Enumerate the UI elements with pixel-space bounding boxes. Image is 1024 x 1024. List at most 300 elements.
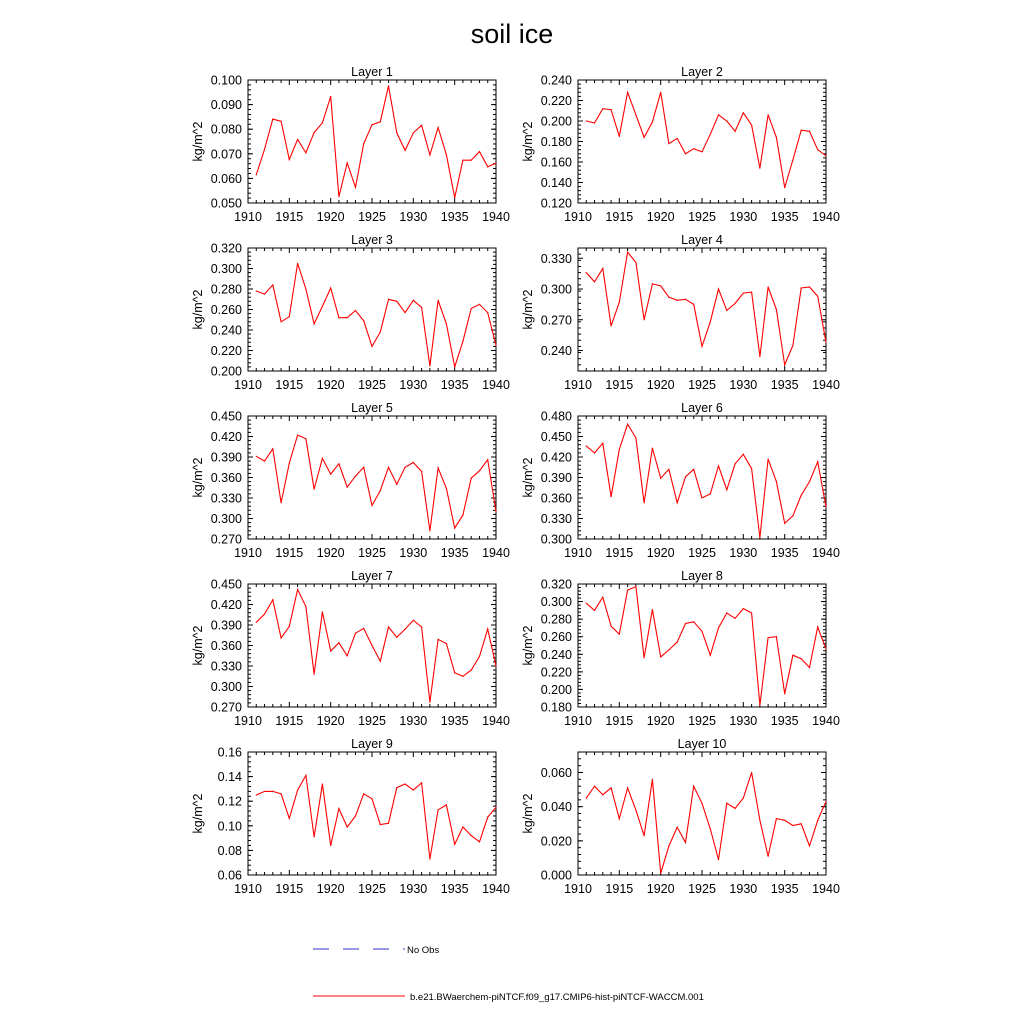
panel-title: Layer 10 [677,737,727,751]
data-point [726,612,727,613]
data-point [610,109,611,110]
x-tick-label: 1935 [770,210,799,224]
data-point [355,187,356,188]
data-point [792,825,793,826]
data-point [413,790,414,791]
panel-layer-3 [191,233,510,392]
data-point [479,470,480,471]
panel-layer-4 [521,233,840,392]
plot-frame [578,584,826,707]
y-tick-label: 0.280 [210,282,242,297]
figure-title: soil ice [470,19,554,49]
y-tick-label: 0.330 [540,512,572,526]
y-tick-label: 0.450 [210,577,242,592]
data-point [380,661,381,662]
data-point [668,143,669,144]
data-point [610,626,611,627]
data-point [297,589,298,590]
data-point [280,793,281,794]
panel-layer-1 [191,65,510,224]
data-point [289,626,290,627]
data-point [446,323,447,324]
y-tick-label: 0.320 [540,577,572,592]
data-point [718,859,719,860]
x-tick-label: 1940 [812,378,840,392]
data-point [619,302,620,303]
plot-frame [578,752,826,875]
y-tick-label: 0.300 [210,262,242,276]
data-point [305,288,306,289]
panel-title: Layer 8 [681,569,723,583]
data-point [627,252,628,253]
series-line-model [256,86,496,198]
y-tick-label: 0.270 [210,700,242,715]
data-point [363,793,364,794]
data-point [338,808,339,809]
y-tick-label: 0.390 [210,618,242,633]
y-tick-label: 0.330 [540,251,572,266]
data-point [495,163,496,164]
data-point [446,804,447,805]
x-tick-label: 1940 [812,210,840,224]
x-tick-label: 1930 [399,378,428,392]
y-tick-label: 0.12 [217,794,242,809]
y-tick-label: 0.180 [540,700,572,715]
data-point [322,122,323,123]
y-tick-label: 0.300 [210,512,242,526]
data-point [710,321,711,322]
legend-label-no-obs: No Obs [407,945,440,956]
data-point [272,284,273,285]
data-point [743,454,744,455]
x-tick-label: 1940 [482,210,510,224]
data-point [602,443,603,444]
data-point [635,809,636,810]
x-tick-label: 1920 [646,714,675,728]
data-point [495,511,496,512]
x-tick-label: 1910 [234,882,262,896]
data-point [355,633,356,634]
data-point [627,787,628,788]
data-point [594,610,595,611]
data-point [586,798,587,799]
data-point [734,131,735,132]
data-point [693,786,694,787]
x-tick-label: 1920 [646,378,675,392]
data-point [619,136,620,137]
panels-group [191,65,840,896]
data-point [619,633,620,634]
x-tick-label: 1910 [564,546,592,560]
panel-layer-2 [521,65,840,224]
data-point [462,826,463,827]
data-point [454,366,455,367]
data-point [289,159,290,160]
data-point [404,467,405,468]
data-point [396,637,397,638]
data-point [371,645,372,646]
data-point [479,841,480,842]
data-point [751,468,752,469]
x-tick-label: 1940 [482,546,510,560]
data-point [817,296,818,297]
x-tick-label: 1925 [688,882,716,896]
plot-frame [578,248,826,371]
x-tick-label: 1915 [605,882,634,896]
data-point [652,609,653,610]
x-tick-label: 1940 [482,378,510,392]
data-point [825,801,826,802]
x-tick-label: 1935 [440,378,469,392]
x-tick-label: 1915 [275,882,304,896]
panel-layer-10 [521,737,840,896]
data-point [404,150,405,151]
data-point [322,611,323,612]
data-point [314,489,315,490]
data-point [272,119,273,120]
series-line-model [586,92,826,187]
data-point [718,627,719,628]
data-point [825,342,826,343]
data-point [256,794,257,795]
data-point [693,621,694,622]
x-tick-label: 1940 [482,714,510,728]
x-tick-label: 1920 [646,546,675,560]
data-point [388,823,389,824]
data-point [619,449,620,450]
panel-title: Layer 3 [351,233,393,247]
data-point [660,478,661,479]
data-point [330,96,331,97]
y-tick-label: 0.420 [210,598,242,612]
data-point [635,114,636,115]
data-point [380,824,381,825]
data-point [429,858,430,859]
plot-frame [248,752,496,875]
data-point [438,467,439,468]
data-point [495,807,496,808]
data-point [305,775,306,776]
data-point [817,626,818,627]
data-point [784,693,785,694]
data-point [610,496,611,497]
data-point [388,467,389,468]
data-point [338,463,339,464]
data-point [413,620,414,621]
x-tick-label: 1925 [358,546,386,560]
y-tick-label: 0.420 [540,450,572,465]
data-point [801,130,802,131]
data-point [801,658,802,659]
data-point [462,341,463,342]
x-tick-label: 1910 [564,210,592,224]
data-point [347,826,348,827]
panel-layer-6 [521,401,840,560]
data-point [289,818,290,819]
data-point [264,294,265,295]
data-point [776,481,777,482]
y-tick-label: 0.270 [540,313,572,328]
data-point [677,641,678,642]
data-point [825,506,826,507]
data-point [677,502,678,503]
data-point [685,623,686,624]
data-point [768,856,769,857]
data-point [479,304,480,305]
data-point [347,655,348,656]
data-point [809,667,810,668]
data-point [710,493,711,494]
data-point [825,155,826,156]
data-point [710,828,711,829]
data-point [462,676,463,677]
y-tick-label: 0.260 [210,303,242,317]
data-point [355,476,356,477]
data-point [396,484,397,485]
data-point [677,300,678,301]
data-point [363,628,364,629]
data-point [751,291,752,292]
data-point [759,820,760,821]
y-tick-label: 0.090 [210,98,242,113]
y-tick-label: 0.08 [217,843,242,858]
series-line-model [586,773,826,874]
data-point [280,121,281,122]
x-tick-label: 1910 [234,210,262,224]
y-axis-label: kg/m^2 [191,625,205,666]
data-point [272,448,273,449]
data-point [446,154,447,155]
data-point [652,121,653,122]
data-point [784,820,785,821]
y-axis-label: kg/m^2 [521,121,535,162]
data-point [388,85,389,86]
data-point [380,121,381,122]
y-tick-label: 0.120 [540,196,572,211]
data-point [701,803,702,804]
data-point [817,820,818,821]
data-point [751,612,752,613]
data-point [743,608,744,609]
panel-title: Layer 9 [351,737,393,751]
data-point [768,458,769,459]
data-point [264,149,265,150]
data-point [718,465,719,466]
data-point [322,306,323,307]
y-tick-label: 0.300 [540,595,572,610]
y-tick-label: 0.240 [540,73,572,88]
data-point [413,300,414,301]
x-tick-label: 1935 [770,882,799,896]
y-tick-label: 0.260 [540,630,572,645]
legend [313,945,704,1003]
x-tick-label: 1940 [812,546,840,560]
data-point [610,325,611,326]
y-tick-label: 0.320 [210,241,242,256]
data-point [594,281,595,282]
data-point [487,312,488,313]
data-point [677,138,678,139]
data-point [784,187,785,188]
data-point [594,122,595,123]
y-tick-label: 0.420 [210,430,242,444]
data-point [743,798,744,799]
data-point [586,445,587,446]
data-point [429,154,430,155]
data-point [280,502,281,503]
data-point [297,139,298,140]
data-point [660,92,661,93]
data-point [693,304,694,305]
data-point [784,523,785,524]
data-point [627,92,628,93]
data-point [610,787,611,788]
data-point [784,364,785,365]
data-point [388,299,389,300]
data-point [801,495,802,496]
x-tick-label: 1935 [770,546,799,560]
data-point [660,873,661,874]
data-point [768,637,769,638]
y-tick-label: 0.360 [210,471,242,485]
data-point [330,845,331,846]
data-point [347,317,348,318]
data-point [594,786,595,787]
y-tick-label: 0.300 [210,680,242,694]
data-point [726,120,727,121]
data-point [330,287,331,288]
x-tick-label: 1925 [688,378,716,392]
x-tick-label: 1920 [316,210,345,224]
x-tick-label: 1915 [275,546,304,560]
series-line-model [256,263,496,367]
data-point [421,626,422,627]
data-point [462,160,463,161]
data-point [454,672,455,673]
data-point [454,527,455,528]
y-tick-label: 0.060 [540,766,572,780]
data-point [801,823,802,824]
y-tick-label: 0.330 [210,659,242,674]
data-point [710,655,711,656]
x-tick-label: 1940 [482,882,510,896]
data-point [314,836,315,837]
y-tick-label: 0.220 [540,665,572,680]
data-point [685,842,686,843]
y-tick-label: 0.280 [540,612,572,627]
data-point [438,300,439,301]
y-tick-label: 0.390 [210,450,242,465]
data-point [429,702,430,703]
data-point [759,356,760,357]
data-point [809,845,810,846]
y-axis-label: kg/m^2 [521,793,535,834]
y-tick-label: 0.070 [210,147,242,162]
data-point [751,772,752,773]
data-point [809,286,810,287]
plot-frame [248,416,496,539]
data-point [743,293,744,294]
x-tick-label: 1920 [646,882,675,896]
data-point [256,174,257,175]
data-point [627,590,628,591]
y-axis-label: kg/m^2 [191,457,205,498]
data-point [693,148,694,149]
data-point [487,459,488,460]
x-tick-label: 1925 [688,546,716,560]
data-point [685,476,686,477]
data-point [413,462,414,463]
legend-label-model: b.e21.BWaerchem-piNTCF.f09_g17.CMIP6-hist-piNTCF-WACCM.001 [410,992,704,1003]
data-point [809,131,810,132]
data-point [792,345,793,346]
x-tick-label: 1920 [316,546,345,560]
data-point [668,649,669,650]
y-tick-label: 0.040 [540,800,572,815]
data-point [322,783,323,784]
data-point [363,320,364,321]
data-point [734,618,735,619]
data-point [462,514,463,515]
plot-frame [578,80,826,203]
data-point [297,790,298,791]
x-tick-label: 1925 [688,210,716,224]
panel-layer-7 [191,569,510,728]
data-point [256,622,257,623]
data-point [272,599,273,600]
data-point [264,461,265,462]
data-point [363,143,364,144]
y-tick-label: 0.270 [210,532,242,547]
data-point [421,125,422,126]
data-point [256,456,257,457]
y-tick-label: 0.060 [210,171,242,186]
y-tick-label: 0.360 [210,639,242,653]
data-point [487,817,488,818]
data-point [471,160,472,161]
x-tick-label: 1935 [440,714,469,728]
data-point [314,323,315,324]
panel-title: Layer 2 [681,65,723,79]
x-tick-label: 1910 [234,378,262,392]
data-point [644,319,645,320]
data-point [404,783,405,784]
plot-frame [578,416,826,539]
data-point [338,642,339,643]
data-point [602,268,603,269]
data-point [355,815,356,816]
x-tick-label: 1920 [316,378,345,392]
data-point [388,626,389,627]
data-point [734,463,735,464]
y-axis-label: kg/m^2 [191,121,205,162]
x-tick-label: 1930 [729,210,758,224]
data-point [429,530,430,531]
x-tick-label: 1935 [770,714,799,728]
data-point [602,794,603,795]
x-tick-label: 1925 [688,714,716,728]
x-tick-label: 1940 [812,882,840,896]
y-tick-label: 0.450 [210,409,242,424]
data-point [421,782,422,783]
data-point [776,309,777,310]
data-point [471,670,472,671]
y-tick-label: 0.220 [540,94,572,108]
data-point [438,127,439,128]
data-point [635,262,636,263]
x-tick-label: 1915 [605,378,634,392]
data-point [718,288,719,289]
